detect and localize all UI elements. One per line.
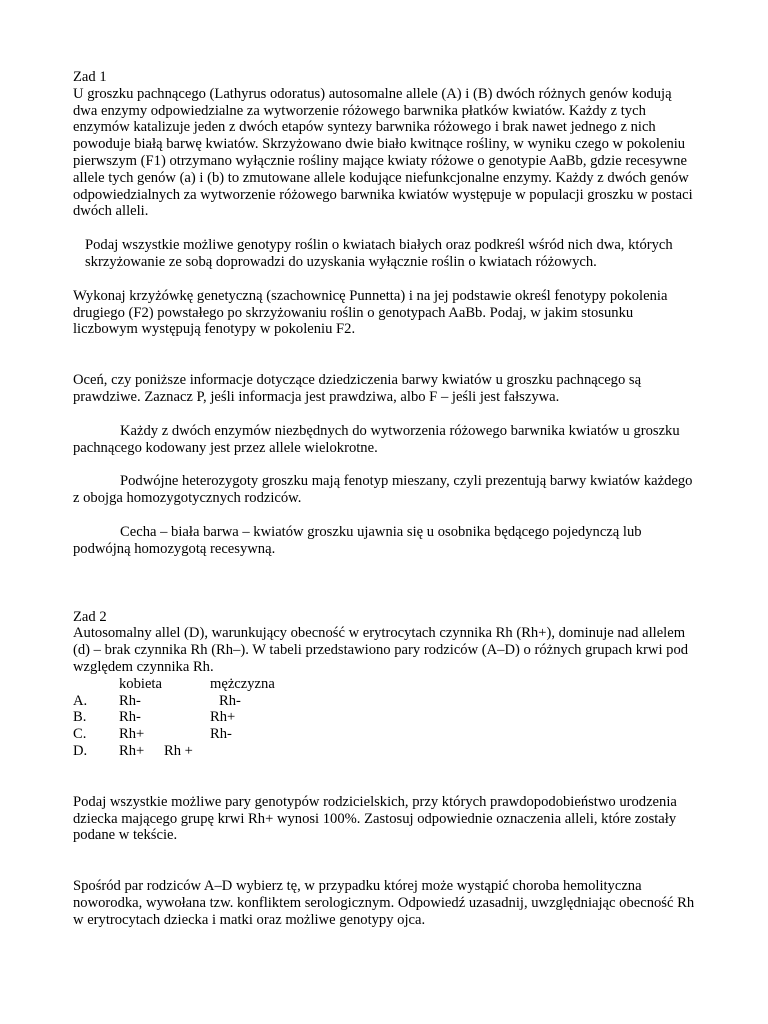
zad1-intro: U groszku pachnącego (Lathyrus odoratus) autosomalne allele (A) i (B) dwóch różnych genów kodują dwa enzymy odpowiedzialne za wytworzenie różowego barwnika płatków kwiatów. Każdy z tych enzymów katalizuje jeden z dwóch etapów syntezy barwnika różowego i brak nawet jednego z nich powoduje białą barwę kwiatów. Skrzyżowano dwie biało kwitnące rośliny, w wyniku czego w pokoleniu pierwszym (F1) otrzymano wyłącznie rośliny mające kwiaty różowe o genotypie AaBb, gdzie recesywne allele tych genów (a) i (b) to zmutowane allele kodujące niefunkcjonalne enzymy. Każdy z dwóch genów odpowiedzialnych za wytworzenie różowego barwnika kwiatów występuje w populacji groszku w postaci dwóch alleli. [73, 85, 693, 220]
row-man: Rh- [210, 726, 232, 743]
table-row [73, 709, 698, 726]
row-man: Rh- [219, 692, 241, 709]
zad1-task3: Oceń, czy poniższe informacje dotyczące dziedziczenia barwy kwiatów u groszku pachnącego są prawdziwe. Zaznacz P, jeśli informacja jest prawdziwa, albo F – jeśli jest fałszywa. [73, 372, 642, 405]
header-man: mężczyzna [210, 675, 275, 692]
row-label: B. [73, 709, 87, 726]
table-row [73, 693, 698, 710]
parents-table-header [73, 676, 698, 693]
zad2-intro: Autosomalny allel (D), warunkujący obecność w erytrocytach czynnika Rh (Rh+), dominuje nad allelem (d) – brak czynnika Rh (Rh–). W tabeli przedstawiono pary rodziców (A–D) o różnych grupach krwi pod względem czynnika Rh. [73, 625, 689, 675]
table-row [73, 726, 698, 743]
row-label: D. [73, 742, 88, 759]
zad2-title: Zad 2 [73, 608, 107, 625]
table-row [73, 743, 698, 760]
zad2-task1: Podaj wszystkie możliwe pary genotypów rodzicielskich, przy których prawdopodobieństwo urodzenia dziecka mającego grupę krwi Rh+ wynosi 100%. Zastosuj odpowiednie oznaczenia alleli, które zostały podane w tekście. [73, 793, 677, 844]
header-woman: kobieta [119, 675, 162, 692]
zad1-statement-2: Podwójne heterozygoty groszku mają fenotyp mieszany, czyli prezentują barwy kwiatów każdego z obojga homozygotycznych rodziców. [73, 473, 693, 507]
zad1-task1: Podaj wszystkie możliwe genotypy roślin o kwiatach białych oraz podkreśl wśród nich dwa, których skrzyżowanie ze sobą doprowadzi do uzyskania wyłącznie roślin o kwiatach różowych. [85, 237, 673, 270]
zad1-task2: Wykonaj krzyżówkę genetyczną (szachownicę Punnetta) i na jej podstawie określ fenotypy pokolenia drugiego (F2) powstałego po skrzyżowaniu roślin o genotypach AaBb. Podaj, w jakim stosunku liczbowym występują fenotypy w pokoleniu F2. [73, 287, 668, 338]
row-woman: Rh- [119, 709, 141, 726]
document-page [73, 69, 698, 929]
zad1-statement-1: Każdy z dwóch enzymów niezbędnych do wytworzenia różowego barwnika kwiatów u groszku pachnącego kodowany jest przez allele wielokrotne. [73, 422, 680, 456]
row-label: A. [73, 692, 88, 709]
row-man: Rh+ [210, 709, 236, 726]
row-label: C. [73, 726, 87, 743]
zad2-task2: Spośród par rodziców A–D wybierz tę, w przypadku której może wystąpić choroba hemolityczna noworodka, wywołana tzw. konfliktem serologicznym. Odpowiedź uzasadnij, uwzględniając obecność Rh w erytrocytach dziecka i matki oraz możliwe genotypy ojca. [73, 878, 695, 928]
parents-table [73, 676, 698, 760]
row-woman: Rh+ [119, 726, 145, 743]
zad1-statement-3: Cecha – biała barwa – kwiatów groszku ujawnia się u osobnika będącego pojedynczą lub podwójną homozygotą recesywną. [73, 523, 642, 557]
row-woman: Rh+ [119, 742, 145, 759]
row-man: Rh + [164, 742, 193, 759]
row-woman: Rh- [119, 692, 141, 709]
zad1-title: Zad 1 [73, 69, 107, 85]
